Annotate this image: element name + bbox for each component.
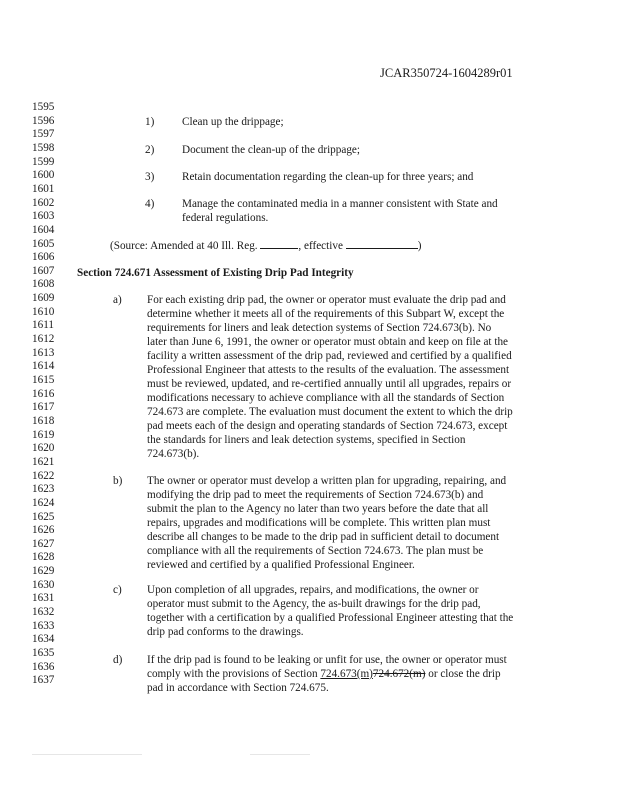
line-number: 1606 [32, 251, 55, 264]
source-effective: , effective [298, 240, 343, 252]
section-heading: Section 724.671 Assessment of Existing Drip Pad Integrity [77, 267, 354, 279]
paragraph-line: pad meets each of the design and operating standards of Section 724.673, except [147, 420, 508, 432]
amendment-suffix: or close the drip [425, 668, 501, 680]
amendment-prefix: comply with the provisions of Section [147, 668, 321, 680]
line-number: 1617 [32, 401, 55, 414]
line-number: 1618 [32, 414, 55, 427]
paragraph-line: the standards for liners and leak detection systems, specified in Section [147, 434, 466, 446]
source-suffix: ) [417, 240, 422, 252]
list-item-text: federal regulations. [182, 212, 269, 224]
paragraph-line: together with a certification by a qualified Professional Engineer attesting that the [147, 612, 514, 624]
line-number: 1613 [32, 346, 55, 359]
line-number: 1610 [32, 305, 55, 318]
line-number: 1604 [32, 223, 55, 236]
line-number: 1615 [32, 374, 55, 386]
line-number: 1611 [32, 319, 54, 332]
paragraph-line: describe all changes to be made to the drip pad in sufficient detail to document [147, 531, 500, 543]
paragraph-d-line: If the drip pad is found to be leaking or unfit for use, the owner or operator must [147, 654, 507, 666]
line-number: 1603 [32, 210, 55, 223]
line-number: 1629 [32, 565, 55, 578]
paragraph-line: must be reviewed, updated, and re-certified annually until all upgrades, repairs or [147, 378, 512, 390]
line-number: 1626 [32, 524, 55, 537]
paragraph-line: modifying the drip pad to meet the requirements of Section 724.673(b) and [147, 489, 484, 501]
paragraph-line: modifications necessary to achieve compliance with all the standards of Section [147, 392, 505, 404]
line-number: 1605 [32, 237, 55, 250]
line-number: 1595 [32, 101, 55, 113]
paragraph-line: Professional Engineer that attests to the results of the evaluation. The assessment [147, 364, 510, 376]
line-number: 1598 [32, 141, 55, 154]
line-number: 1608 [32, 278, 55, 291]
line-number: 1637 [32, 674, 55, 687]
blank-register-page [260, 238, 298, 249]
deleted-text: 724.672(m) [372, 668, 426, 680]
paragraph-label: d) [113, 654, 123, 666]
paragraph-line: operator must submit to the Agency, the as-built drawings for the drip pad, [147, 598, 481, 610]
document-id: JCAR350724-1604289r01 [380, 66, 513, 80]
list-item-number: 1) [145, 116, 155, 128]
line-number: 1621 [32, 455, 55, 468]
list-item-text: Document the clean-up of the drippage; [182, 144, 361, 156]
line-number: 1625 [32, 510, 55, 523]
paragraph-d-line [147, 667, 501, 681]
blank-effective-date [346, 238, 418, 249]
list-item-text: Manage the contaminated media in a manner consistent with State and [182, 198, 498, 210]
line-number: 1596 [32, 114, 55, 127]
line-number: 1636 [32, 660, 55, 673]
source-note [110, 238, 421, 253]
paragraph-line: facility a written assessment of the drip pad, reviewed and certified by a qualified [147, 350, 512, 362]
footer-rule [250, 754, 310, 755]
paragraph-line: submit the plan to the Agency no later than two years before the date that all [147, 503, 489, 515]
paragraph-label: b) [113, 475, 123, 487]
line-number: 1601 [32, 182, 55, 195]
paragraph-line: 724.673 are complete. The evaluation must document the extent to which the drip [147, 406, 513, 418]
inserted-text: 724.673(m) [320, 668, 373, 680]
line-number: 1635 [32, 647, 55, 659]
line-number: 1634 [32, 633, 55, 646]
paragraph-label: a) [113, 294, 122, 306]
list-item-number: 4) [145, 198, 155, 210]
paragraph-line: determine whether it meets all of the requirements of this Subpart W, except the [147, 308, 505, 320]
line-number: 1602 [32, 196, 55, 209]
paragraph-line: 724.673(b). [147, 448, 200, 460]
paragraph-line: later than June 6, 1991, the owner or operator must obtain and keep on file at the [147, 336, 508, 348]
footer-rule [32, 754, 142, 755]
paragraph-line: The owner or operator must develop a written plan for upgrading, repairing, and [147, 475, 507, 487]
list-item-number: 3) [145, 171, 155, 183]
line-number: 1607 [32, 264, 55, 277]
line-number: 1623 [32, 483, 55, 496]
line-number: 1597 [32, 128, 55, 141]
paragraph-line: requirements for liners and leak detection systems of Section 724.673(b). No [147, 322, 492, 334]
line-number: 1630 [32, 578, 55, 591]
paragraph-label: c) [113, 584, 122, 596]
source-prefix: (Source: Amended at 40 Ill. Reg. [110, 240, 258, 252]
line-number: 1620 [32, 442, 55, 455]
paragraph-line: repairs, upgrades and modifications will be complete. This written plan must [147, 517, 491, 529]
list-item-text: Clean up the drippage; [182, 116, 284, 128]
paragraph-line: reviewed and certified by a qualified Professional Engineer. [147, 559, 415, 571]
line-number: 1632 [32, 606, 55, 619]
line-number: 1599 [32, 155, 55, 168]
line-number: 1627 [32, 537, 55, 550]
line-number: 1600 [32, 169, 55, 182]
line-number: 1612 [32, 333, 55, 346]
line-number: 1633 [32, 619, 55, 632]
line-number: 1622 [32, 469, 55, 482]
list-item-text: Retain documentation regarding the clean-up for three years; and [182, 171, 474, 183]
paragraph-d-line: pad in accordance with Section 724.675. [147, 682, 329, 694]
paragraph-line: drip pad conforms to the drawings. [147, 626, 304, 638]
line-number: 1614 [32, 360, 55, 373]
paragraph-line: compliance with all the requirements of Section 724.673. The plan must be [147, 545, 484, 557]
line-number: 1628 [32, 551, 55, 564]
line-number: 1609 [32, 292, 55, 305]
paragraph-line: Upon completion of all upgrades, repairs, and modifications, the owner or [147, 584, 479, 596]
list-item-number: 2) [145, 144, 155, 156]
paragraph-line: For each existing drip pad, the owner or operator must evaluate the drip pad and [147, 294, 506, 306]
line-number: 1619 [32, 428, 55, 441]
line-number: 1631 [32, 592, 55, 605]
line-number: 1624 [32, 496, 55, 509]
line-number: 1616 [32, 387, 55, 400]
